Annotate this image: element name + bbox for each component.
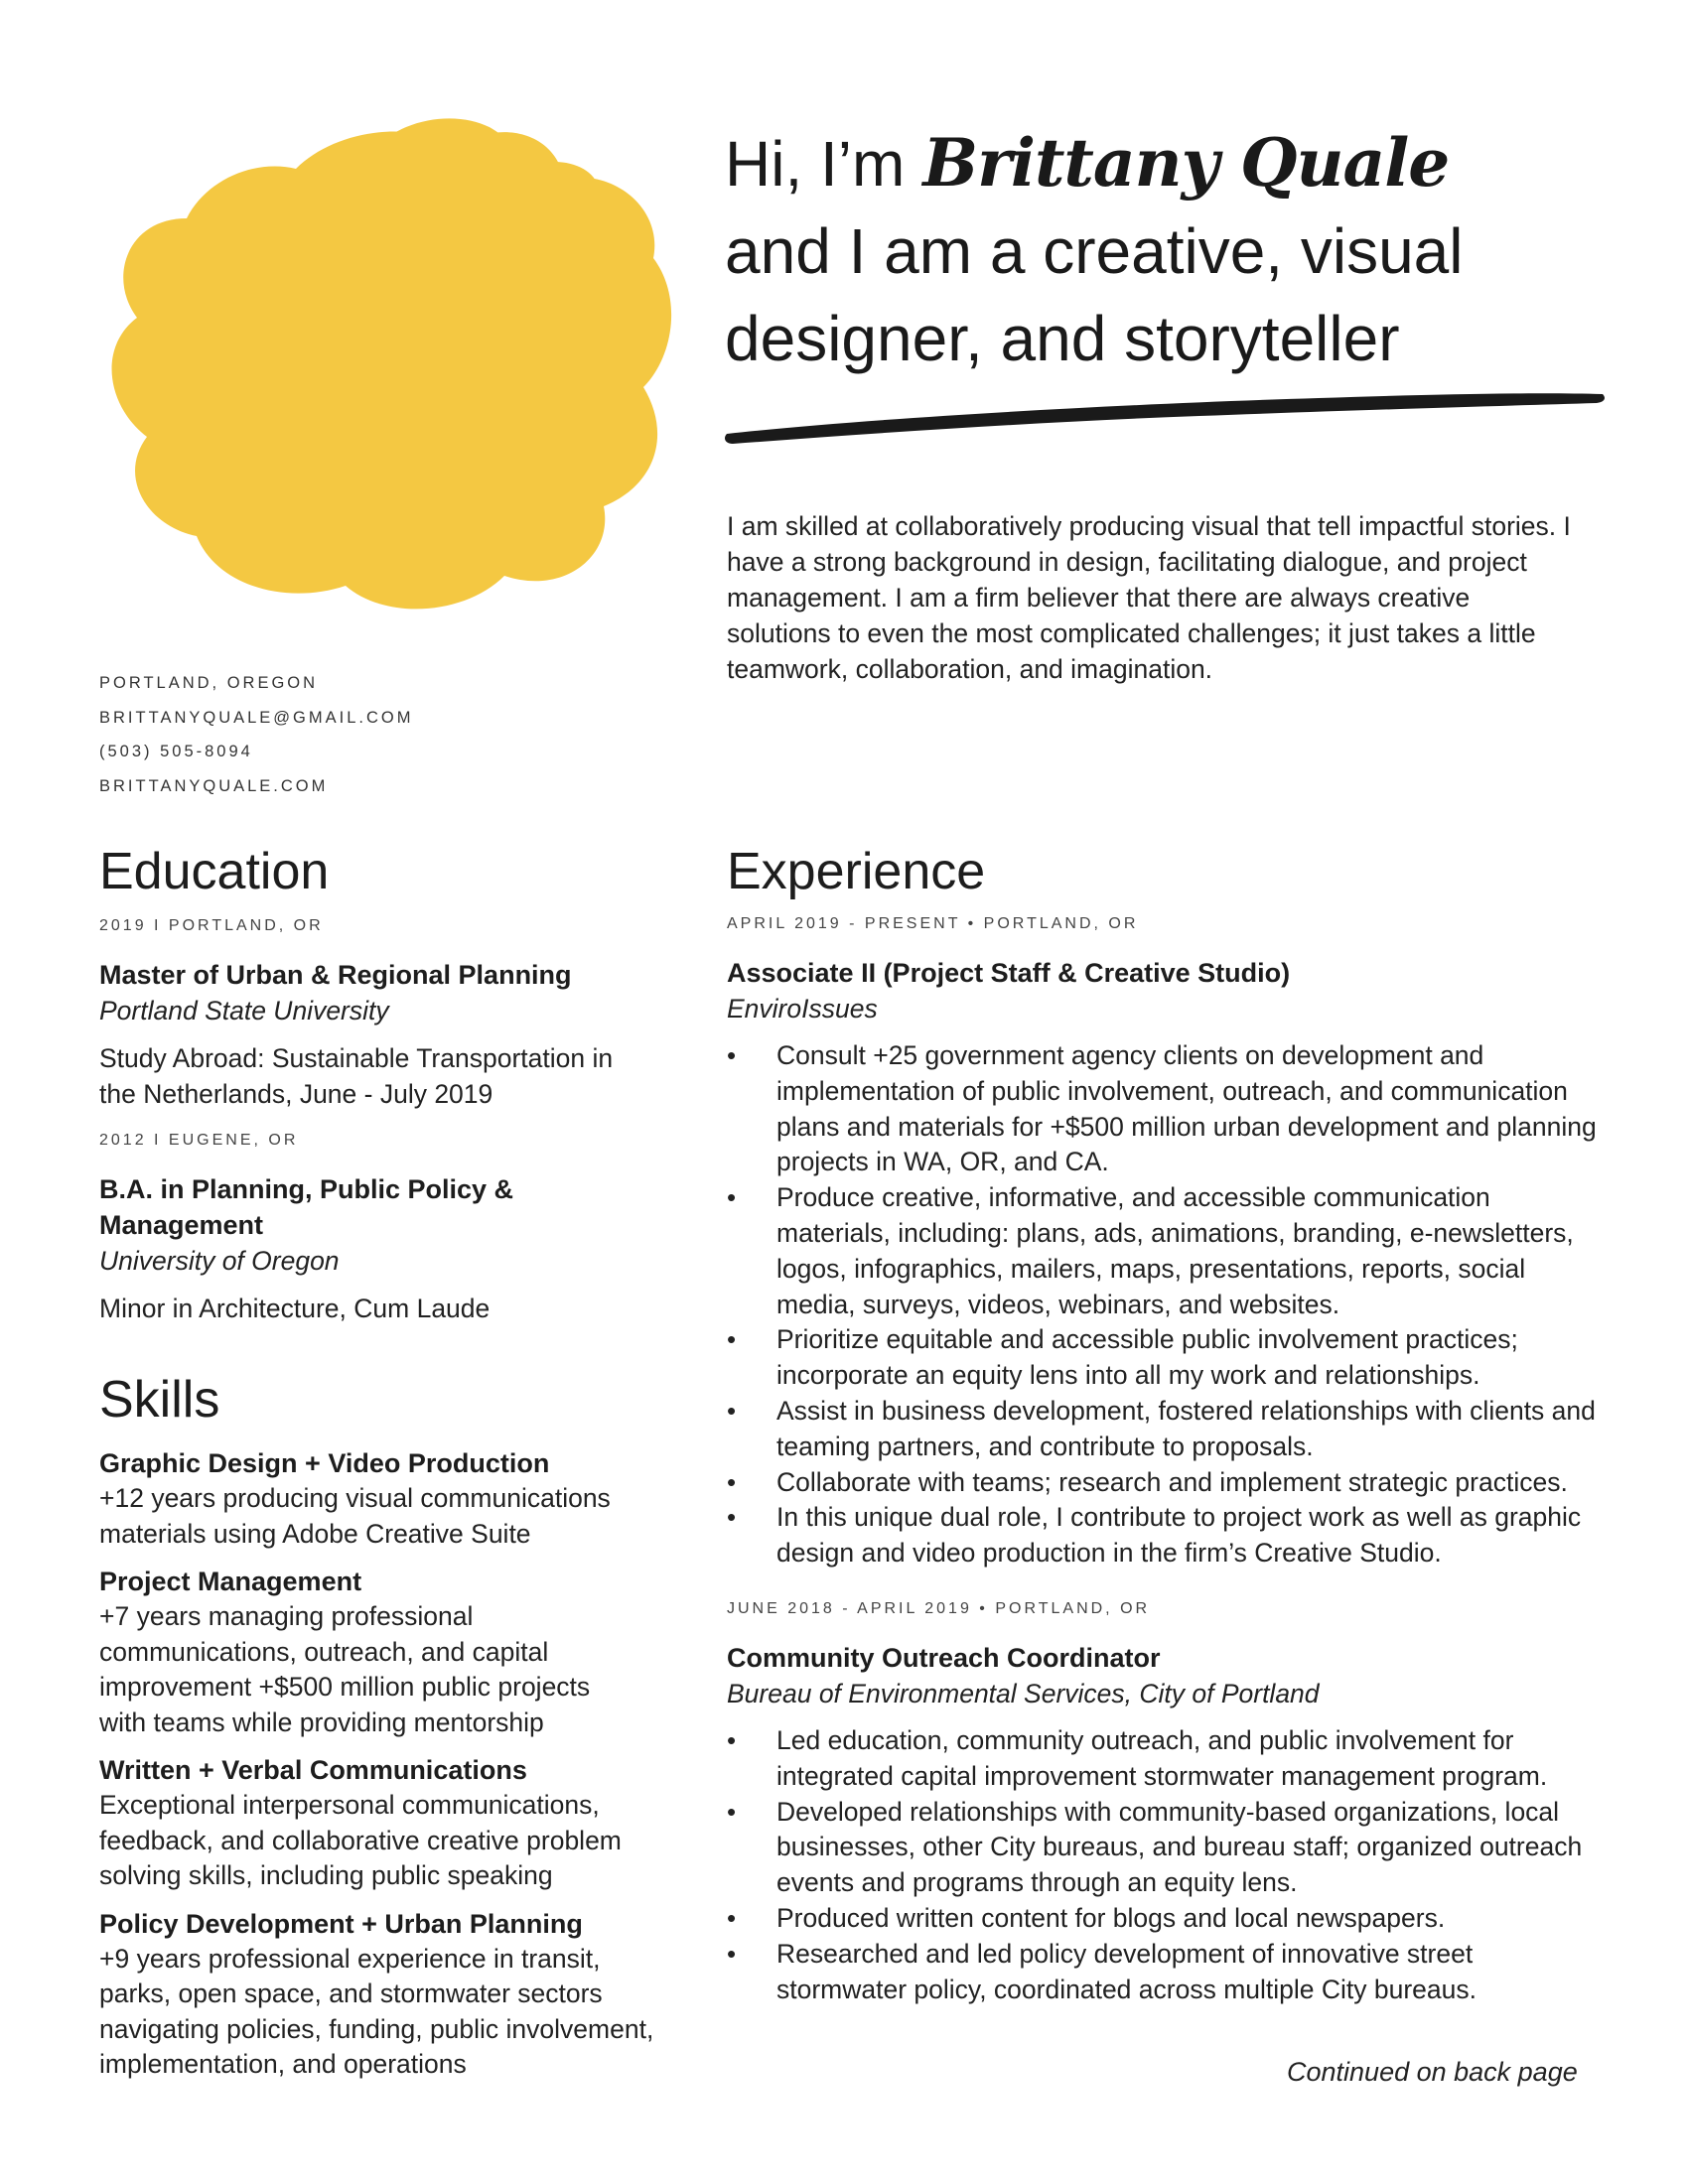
job-meta: JUNE 2018 - APRIL 2019 • PORTLAND, OR [727, 1600, 1151, 1617]
job-bullet: • Developed relationships with community-based organizations, local businesses, other City bureaus, and bureau staff; organized outreach events and programs through an equity lens. [727, 1795, 1601, 1901]
skill-title: Written + Verbal Communications [99, 1755, 527, 1785]
contact-website-link[interactable]: BRITTANYQUALE.COM [99, 776, 329, 795]
skill-desc: +7 years managing professional communications, outreach, and capital improvement +$500 million public projects with teams while providing mentorship [99, 1601, 591, 1737]
skill-desc: +12 years producing visual communications materials using Adobe Creative Suite [99, 1483, 611, 1549]
education-note: Minor in Architecture, Cum Laude [99, 1294, 491, 1323]
contact-location: PORTLAND, OREGON [99, 674, 319, 692]
yellow-scribble-graphic [87, 109, 683, 625]
education-degree: B.A. in Planning, Public Policy & Management [99, 1174, 514, 1240]
contact-info [99, 666, 596, 803]
education-item [99, 1132, 655, 1326]
education-degree: Master of Urban & Regional Planning [99, 960, 572, 990]
job-entry [727, 1600, 1611, 2007]
intro-paragraph: I am skilled at collaboratively producing visual that tell impactful stories. I have a strong background in design, facilitating dialogue, and project management. I am a firm believer that there are always creative solutions to even the most complicated challenges; it just takes a little teamwork, collaboration, and imagination. [727, 511, 1571, 684]
skill-desc: Exceptional interpersonal communications, feedback, and collaborative creative problem solving skills, including public speaking [99, 1790, 622, 1890]
brush-stroke-divider [723, 382, 1607, 452]
skill-title: Graphic Design + Video Production [99, 1448, 550, 1478]
education-meta: 2012 I EUGENE, OR [99, 1132, 299, 1149]
hero-line-1 [725, 119, 1618, 207]
job-org: EnviroIssues [727, 994, 878, 1024]
hero-greeting: Hi, I’m [725, 128, 906, 200]
skill-item [99, 1752, 655, 1894]
hero-line-2: and I am a creative, visual [725, 215, 1464, 287]
skill-item [99, 1906, 655, 2083]
job-bullets [727, 1723, 1601, 2007]
job-bullet: • Collaborate with teams; research and implement strategic practices. [727, 1465, 1601, 1501]
job-bullet: • Produced written content for blogs and local newspapers. [727, 1901, 1601, 1937]
job-title: Associate II (Project Staff & Creative Studio) [727, 958, 1291, 988]
education-note: Study Abroad: Sustainable Transportation in the Netherlands, June - July 2019 [99, 1043, 614, 1109]
hero-heading [725, 119, 1618, 382]
education-meta: 2019 I PORTLAND, OR [99, 917, 324, 934]
education-school: Portland State University [99, 996, 389, 1025]
job-bullet: • Consult +25 government agency clients on development and implementation of public involvement, outreach, and communication plans and materials for +$500 million urban development and planning projects in WA, OR, and CA. [727, 1038, 1601, 1180]
skills-list [99, 1445, 655, 2095]
contact-phone[interactable]: (503) 505-8094 [99, 743, 253, 760]
job-org: Bureau of Environmental Services, City of Portland [727, 1679, 1320, 1708]
skill-item [99, 1564, 655, 1740]
skills-heading: Skills [99, 1371, 220, 1429]
hero-name-signature: Brittany Quale [922, 124, 1450, 202]
education-heading: Education [99, 843, 330, 900]
job-bullet: • In this unique dual role, I contribute to project work as well as graphic design and video production in the firm’s Creative Studio. [727, 1500, 1601, 1571]
job-meta: APRIL 2019 - PRESENT • PORTLAND, OR [727, 915, 1139, 932]
job-entry [727, 915, 1611, 1571]
job-bullet: • Led education, community outreach, and public involvement for integrated capital improvement stormwater management program. [727, 1723, 1601, 1795]
contact-email-link[interactable]: BRITTANYQUALE@GMAIL.COM [99, 708, 414, 727]
job-bullet: • Researched and led policy development of innovative street stormwater policy, coordinated across multiple City bureaus. [727, 1937, 1601, 2008]
experience-heading: Experience [727, 843, 986, 900]
skill-title: Policy Development + Urban Planning [99, 1908, 583, 1939]
job-title: Community Outreach Coordinator [727, 1643, 1161, 1673]
job-bullet: • Assist in business development, fostered relationships with clients and teaming partners, and contribute to proposals. [727, 1394, 1601, 1465]
education-school: University of Oregon [99, 1246, 340, 1276]
skill-item [99, 1445, 655, 1552]
education-item [99, 917, 655, 1112]
skill-desc: +9 years professional experience in transit, parks, open space, and stormwater sectors navigating policies, funding, public involvement, implementation, and operations [99, 1943, 654, 2079]
hero-line-3: designer, and storyteller [725, 303, 1400, 374]
skill-title: Project Management [99, 1567, 362, 1596]
job-bullet: • Prioritize equitable and accessible public involvement practices; incorporate an equity lens into all my work and relationships. [727, 1322, 1601, 1394]
continued-on-back-note: Continued on back page [1287, 2057, 1578, 2087]
job-bullet: • Produce creative, informative, and accessible communication materials, including: plans, ads, animations, branding, e-newsletters, logos, infographics, mailers, maps, presentations, reports, social media, surveys, videos, webinars, and websites. [727, 1180, 1601, 1322]
job-bullets [727, 1038, 1601, 1571]
